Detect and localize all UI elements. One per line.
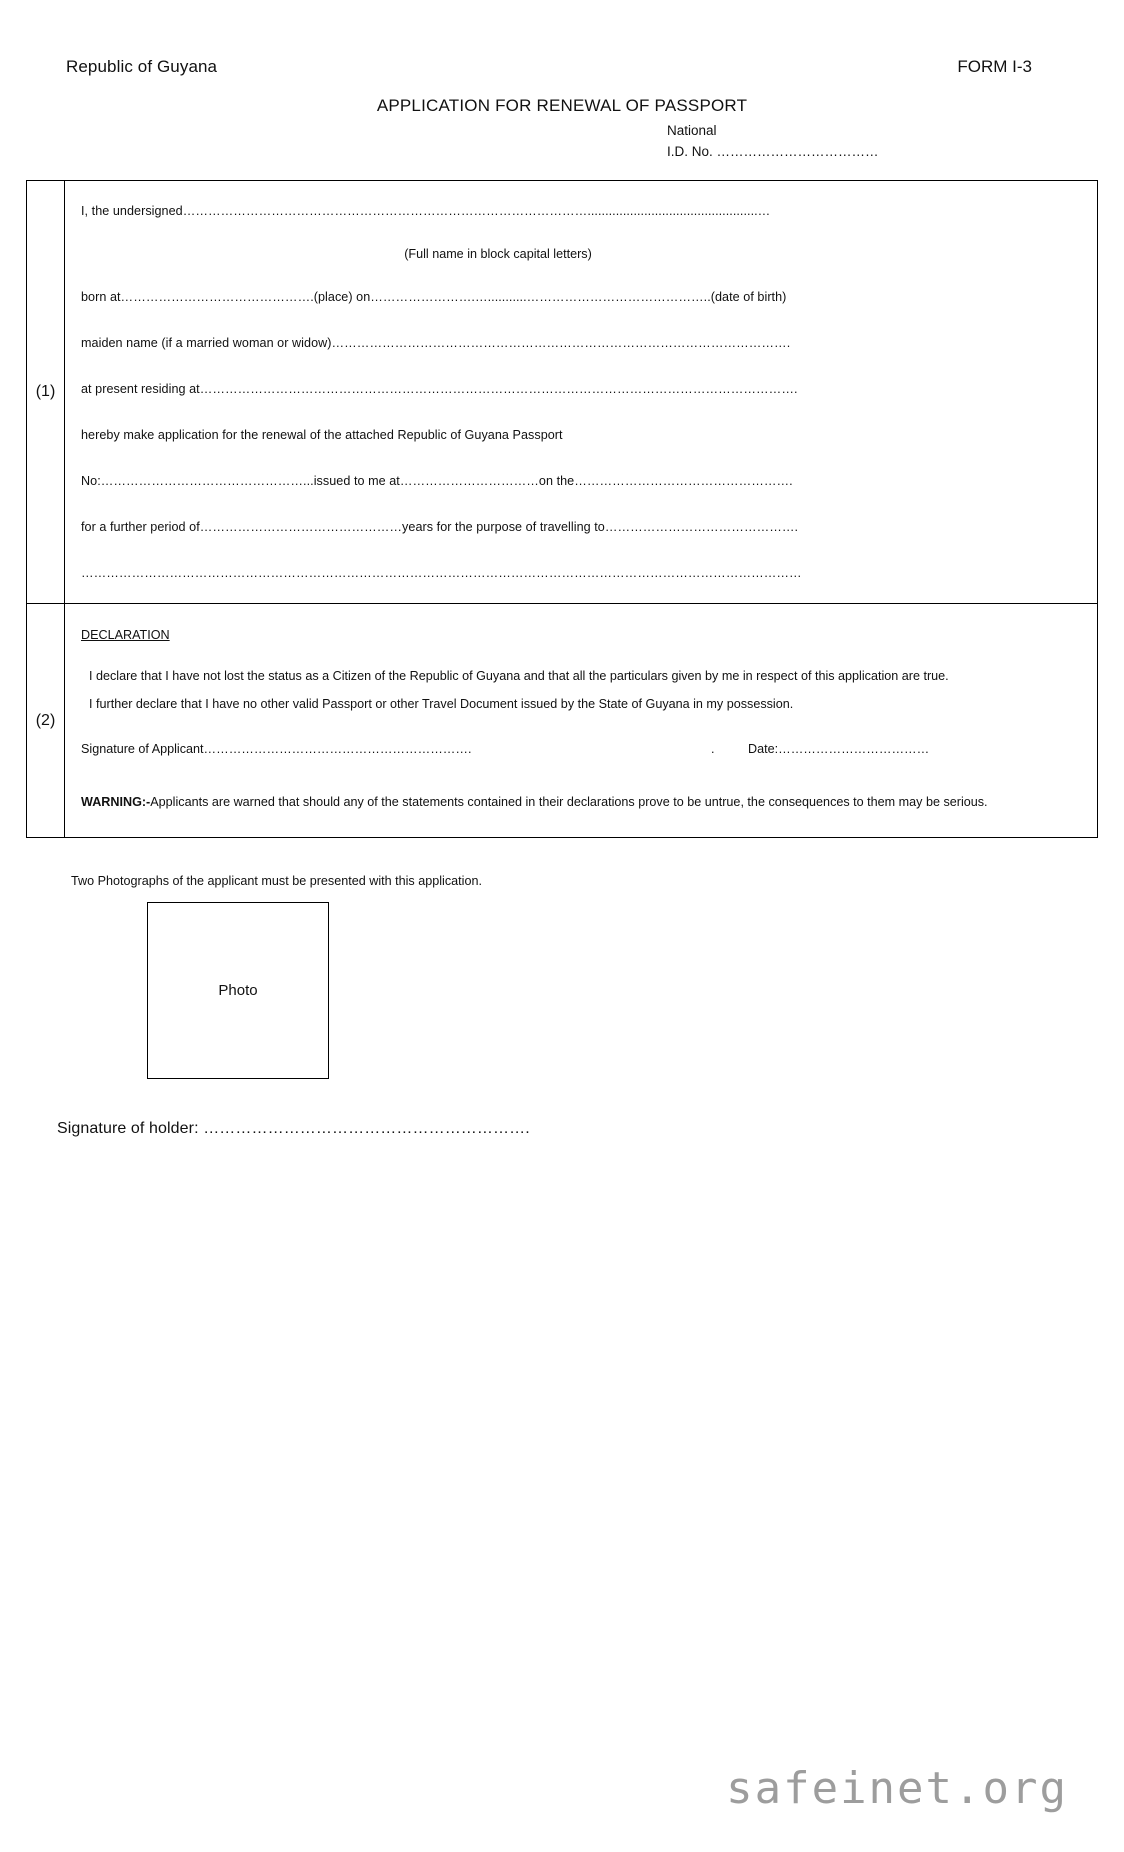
field-passport-number[interactable]: No:…………………………………………...issued to me at……………………………on the…………………………………………….	[81, 474, 793, 488]
declaration-paragraph-1: I declare that I have not lost the status as a Citizen of the Republic of Guyana and that all the particulars given by me in respect of this application are true.	[89, 669, 949, 683]
section-1-body	[65, 181, 1097, 603]
section-1-number: (1)	[27, 181, 65, 603]
signature-dot-mark: .	[711, 742, 715, 756]
statement-hereby-apply: hereby make application for the renewal of the attached Republic of Guyana Passport	[81, 428, 563, 442]
form-table	[26, 180, 1098, 838]
declaration-paragraph-2: I further declare that I have no other valid Passport or other Travel Document issued by the State of Guyana in my possession.	[89, 697, 794, 711]
page-title: APPLICATION FOR RENEWAL OF PASSPORT	[376, 96, 748, 115]
section-2-number: (2)	[27, 604, 65, 837]
form-number-label: FORM I-3	[957, 57, 1032, 76]
declaration-heading: DECLARATION	[81, 628, 170, 642]
site-watermark: safeinet.org	[726, 1763, 1068, 1814]
field-date[interactable]: Date:………………………………	[748, 742, 930, 756]
section-2	[27, 603, 1097, 837]
caption-full-name: (Full name in block capital letters)	[404, 247, 592, 261]
section-2-body	[65, 604, 1097, 837]
photo-placeholder-box	[147, 902, 329, 1079]
photo-box-label: Photo	[218, 982, 258, 999]
national-label: National	[667, 123, 717, 138]
field-undersigned[interactable]: I, the undersigned……………………………………………………………………………………................................................…	[81, 204, 771, 218]
country-label: Republic of Guyana	[66, 57, 218, 76]
field-born-at[interactable]: born at……………………………………….(place) on…………………….…...........……………………………………..(date of birth)	[81, 290, 787, 304]
section-1	[27, 181, 1097, 603]
field-signature-of-holder[interactable]: Signature of holder: …………………………………………………….	[57, 1120, 530, 1137]
national-id-field[interactable]: I.D. No. ………………………………	[667, 144, 879, 159]
field-blank-line[interactable]: ………………………………………………………………………………………………………………………………………………………	[81, 566, 802, 580]
photo-instruction: Two Photographs of the applicant must be presented with this application.	[71, 874, 482, 888]
field-signature-of-applicant[interactable]: Signature of Applicant……………………………………………………….	[81, 742, 472, 756]
signature-date-row	[81, 742, 1085, 760]
warning-prefix: WARNING:-	[81, 795, 151, 809]
field-further-period[interactable]: for a further period of…………………………………………years for the purpose of travelling to……………………………………….	[81, 520, 799, 534]
warning-body: Applicants are warned that should any of the statements contained in their declarations prove to be untrue, the consequences to them may be serious.	[150, 795, 988, 809]
national-id-block	[667, 120, 879, 162]
warning-text	[81, 790, 1085, 815]
field-maiden-name[interactable]: maiden name (if a married woman or widow)……………………………………………………………………………………………….	[81, 336, 791, 350]
field-present-residence[interactable]: at present residing at…………………………………………………………………………………………………………………………….	[81, 382, 798, 396]
